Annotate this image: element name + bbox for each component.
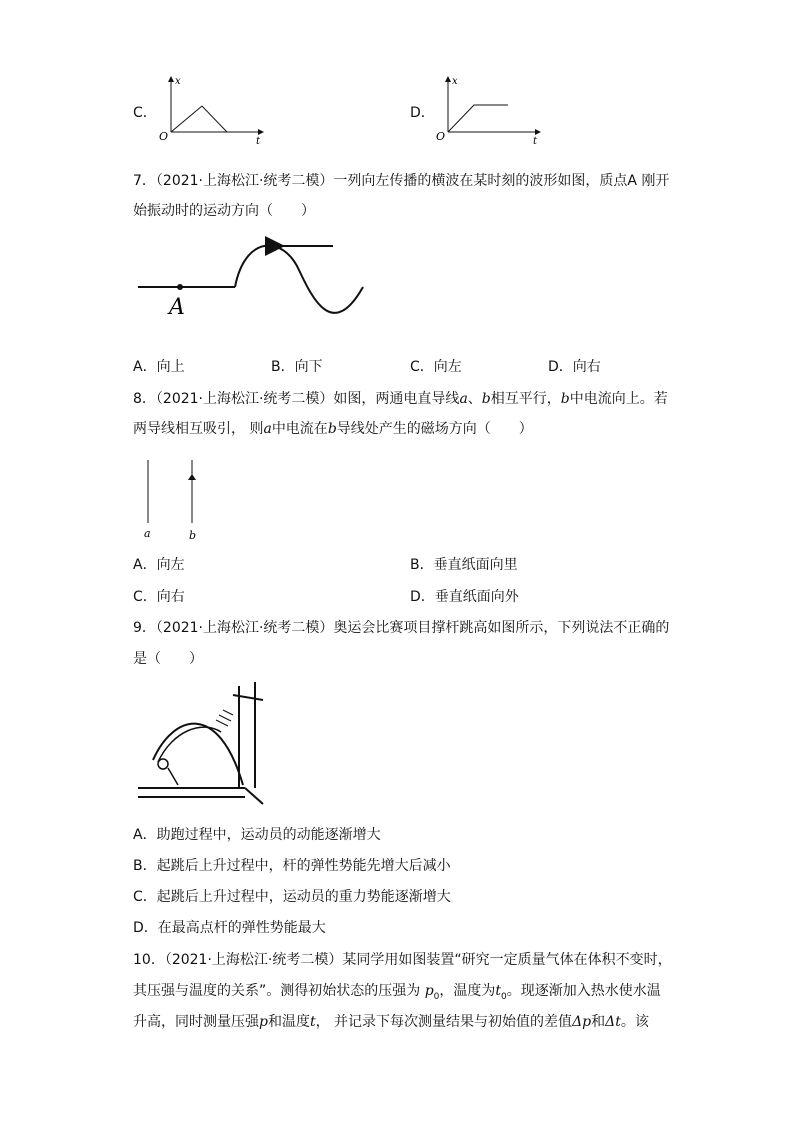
q6-c-t-label: t	[256, 136, 261, 147]
q8-option-b: B．垂直纸面向里	[410, 557, 518, 573]
q6-graph-d	[432, 72, 547, 147]
q10-stem-line1: 10．（2021·上海松江·统考二模）某同学用如图装置“研究一定质量气体在体积不变时，	[133, 952, 672, 968]
q9-option-a: A．助跑过程中，运动员的动能逐渐增大	[133, 827, 381, 843]
q9-bent-pole	[153, 724, 243, 785]
q6-graph-c	[155, 72, 270, 147]
q9-athlete-arm	[168, 768, 178, 785]
q9-crossbar	[233, 695, 263, 700]
q9-option-c: C．起跳后上升过程中，运动员的重力势能逐渐增大	[133, 889, 451, 905]
q9-motion-lines	[216, 710, 233, 726]
q9-athlete-head	[158, 759, 168, 769]
q6-d-x-label: x	[452, 76, 458, 87]
q9-athlete-body	[158, 727, 221, 762]
q8-wire-b-label: b	[189, 529, 197, 542]
q8-option-c: C．向右	[133, 589, 185, 605]
q8-option-a: A．向左	[133, 557, 185, 573]
q7-option-b: B．向下	[271, 359, 323, 375]
q7-wave-curve	[235, 246, 363, 313]
q6-option-c-label: C．	[133, 105, 157, 121]
q6-d-curve	[448, 105, 508, 132]
q7-point-a	[177, 284, 183, 290]
q6-c-origin: O	[159, 130, 169, 143]
q6-c-curve	[171, 106, 227, 132]
q6-d-origin: O	[436, 130, 446, 143]
q7-point-label: A	[169, 295, 185, 320]
q9-pole-vault-figure	[133, 680, 283, 810]
q6-c-x-label: x	[175, 76, 181, 87]
q8-wire-a-label: a	[144, 527, 151, 540]
q10-stem-line3: 升高，同时测量压强p和温度t， 并记录下每次测量结果与初始值的差值Δp和Δt。该	[133, 1014, 649, 1030]
q9-stem-line2: 是（ ）	[133, 651, 203, 667]
q7-stem-line2: 始振动时的运动方向（ ）	[133, 203, 315, 219]
q9-option-d: D．在最高点杆的弹性势能最大	[133, 920, 326, 936]
q6-d-t-label: t	[533, 136, 538, 147]
q7-option-c: C．向左	[410, 359, 462, 375]
q10-stem-line2: 其压强与温度的关系”。测得初始状态的压强为 $p_0$，温度为$t_0$。现逐渐加入热水使水温	[133, 983, 661, 1002]
q8-option-d: D．垂直纸面向外	[410, 589, 519, 605]
q8-wires-figure	[133, 455, 213, 545]
q7-stem-line1: 7．（2021·上海松江·统考二模）一列向左传播的横波在某时刻的波形如图，质点A 刚开	[133, 173, 670, 189]
q9-stem-line1: 9．（2021·上海松江·统考二模）奥运会比赛项目撑杆跳高如图所示，下列说法不正确的	[133, 620, 670, 636]
q8-stem-line1: 8．（2021·上海松江·统考二模）如图，两通电直导线a、b相互平行，b中电流向上。若	[133, 391, 668, 407]
q7-option-d: D．向右	[548, 359, 601, 375]
q9-box	[245, 788, 263, 804]
q6-option-d-label: D．	[410, 105, 435, 121]
q7-option-a: A．向上	[133, 359, 185, 375]
q7-wave-figure	[133, 230, 373, 330]
q8-stem-line2: 两导线相互吸引， 则a中电流在b导线处产生的磁场方向（ ）	[133, 421, 533, 437]
q9-option-b: B．起跳后上升过程中，杆的弹性势能先增大后减小	[133, 858, 451, 874]
